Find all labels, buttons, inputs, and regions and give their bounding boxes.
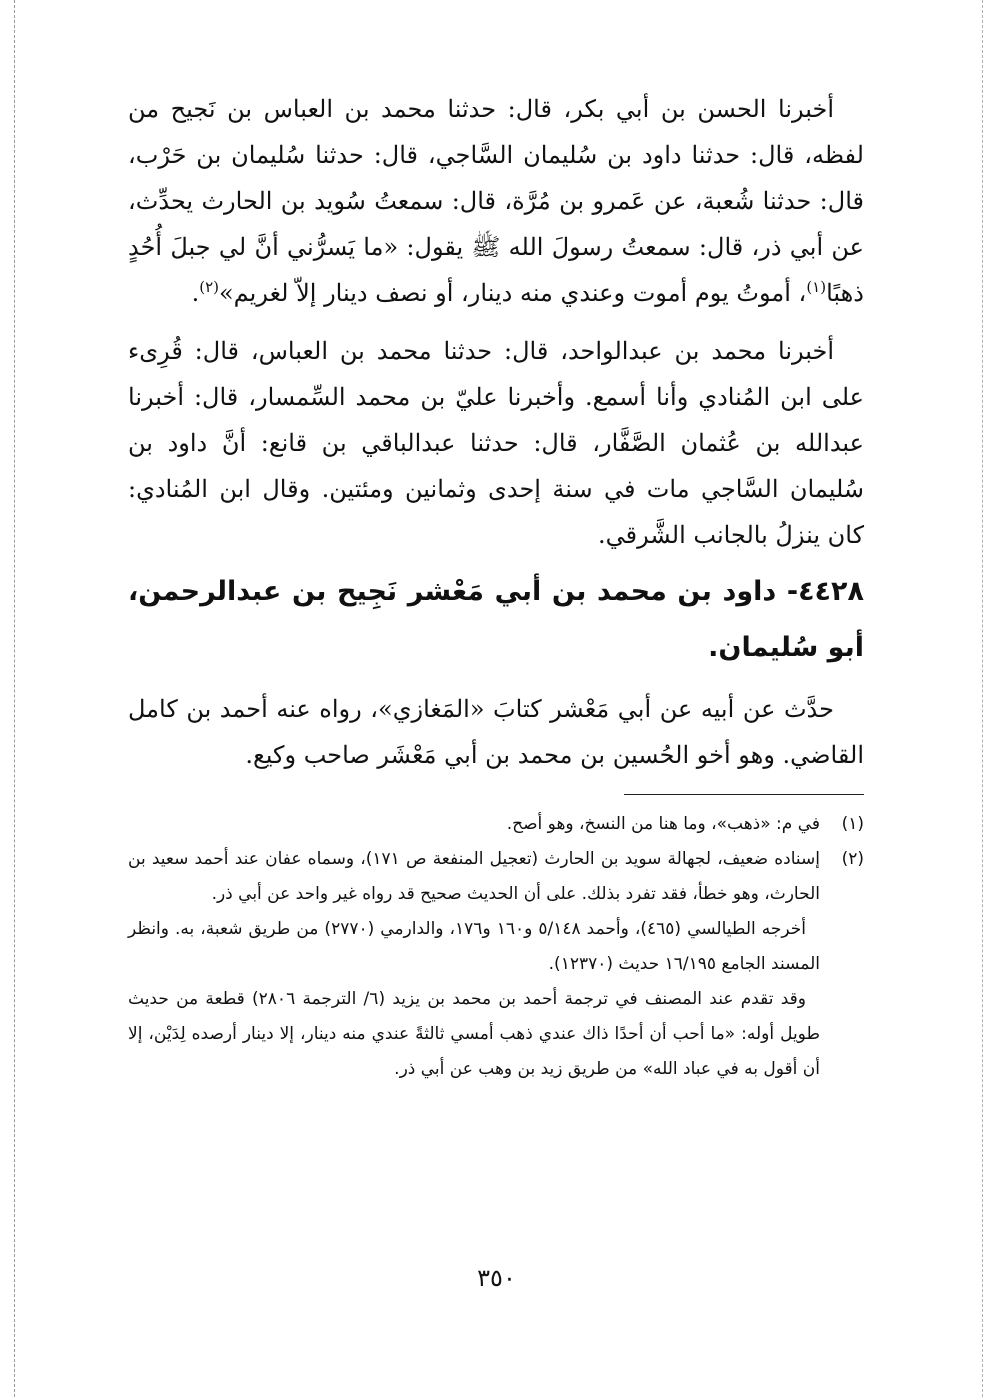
footnote-reference-1[interactable]: (١) (806, 278, 827, 296)
narration-paragraph-2: أخبرنا محمد بن عبدالواحد، قال: حدثنا محمد بن العباس، قال: قُرِىء على ابن المُنادي وأنا أسمع. وأخبرنا عليّ بن محمد السِّمسار، قال: أخبرنا عبدالله بن عُثمان الصَّفَّار، قال: حدثنا عبدالباقي بن قانع: أنَّ داود بن سُليمان السَّاجي مات في سنة إحدى وثمانين ومئتين. وقال ابن المُنادي: كان ينزلُ بالجانب الشَّرقي. (128, 337, 864, 549)
narration-text-continued: ، أموتُ يوم أموت وعندي منه دينار، أو نصف دينار إلاّ لغريم» (218, 279, 807, 307)
footnote-1-marker: (١) (841, 814, 864, 834)
book-page (128, 86, 864, 1087)
footnote-divider (624, 794, 864, 795)
footnote-2-marker: (٢) (841, 849, 864, 869)
biography-entry-heading (128, 564, 864, 676)
footnote-1 (128, 807, 864, 842)
narration-text: أخبرنا الحسن بن أبي بكر، قال: حدثنا محمد بن العباس بن نَجيح من لفظه، قال: حدثنا داود بن سُليمان السَّاجي، قال: حدثنا سُليمان بن حَرْب، قال: حدثنا شُعبة، عن عَمرو بن مُرَّة، قال: سمعتُ سُويد بن الحارث يحدِّث، عن أبي ذر، قال: سمعتُ رسولَ الله ﷺ يقول: «ما يَسرُّني أنَّ لي جبلَ أُحُدٍ ذهبًا (128, 95, 864, 307)
entry-dash: - (786, 576, 799, 607)
footnote-1-text: في م: «ذهب»، وما هنا من النسخ، وهو أصح. (506, 814, 820, 834)
footnote-2-text: إسناده ضعيف، لجهالة سويد بن الحارث (تعجيل المنفعة ص ١٧١)، وسماه عفان عند أحمد سعيد بن الحارث، وهو خطأ، فقد تفرد بذلك. على أن الحديث صحيح قد رواه غير واحد عن أبي ذر. (128, 849, 820, 904)
scan-edge-left (14, 0, 15, 1397)
narration-end-period: . (191, 279, 200, 307)
footnote-2-takhrij: أخرجه الطيالسي (٤٦٥)، وأحمد ٥/١٤٨ و١٦٠ و١٧٦، والدارمي (٢٧٧٠) من طريق شعبة، به. وانظر المسند الجامع ١٦/١٩٥ حديث (١٢٣٧٠). (128, 919, 820, 974)
narration-paragraph-1 (128, 86, 864, 316)
footnote-2-note: وقد تقدم عند المصنف في ترجمة أحمد بن محمد بن يزيد (٦/ الترجمة ٢٨٠٦) قطعة من حديث طويل أوله: «ما أحب أن أحدًا ذاك عندي ذهب أمسي ثالثةً عندي منه دينار، إلا دينار أرصده لِدَيْن، إلا أن أقول به في عباد الله» من طريق زيد بن وهب عن أبي ذر. (128, 989, 820, 1079)
entry-number: ٤٤٢٨ (798, 576, 864, 607)
entry-name: داود بن محمد بن أبي مَعْشر نَجِيح بن عبدالرحمن، أبو سُليمان. (128, 576, 864, 663)
footnote-reference-2[interactable]: (٢) (199, 278, 219, 296)
entry-paragraph: حدَّث عن أبيه عن أبي مَعْشر كتابَ «المَغازي»، رواه عنه أحمد بن كامل القاضي. وهو أخو الحُسين بن محمد بن أبي مَعْشَر صاحب وكيع. (128, 695, 864, 769)
page-number: ٣٥٠ (477, 1264, 516, 1292)
scan-edge-right (982, 0, 983, 1397)
footnote-2 (128, 842, 864, 912)
